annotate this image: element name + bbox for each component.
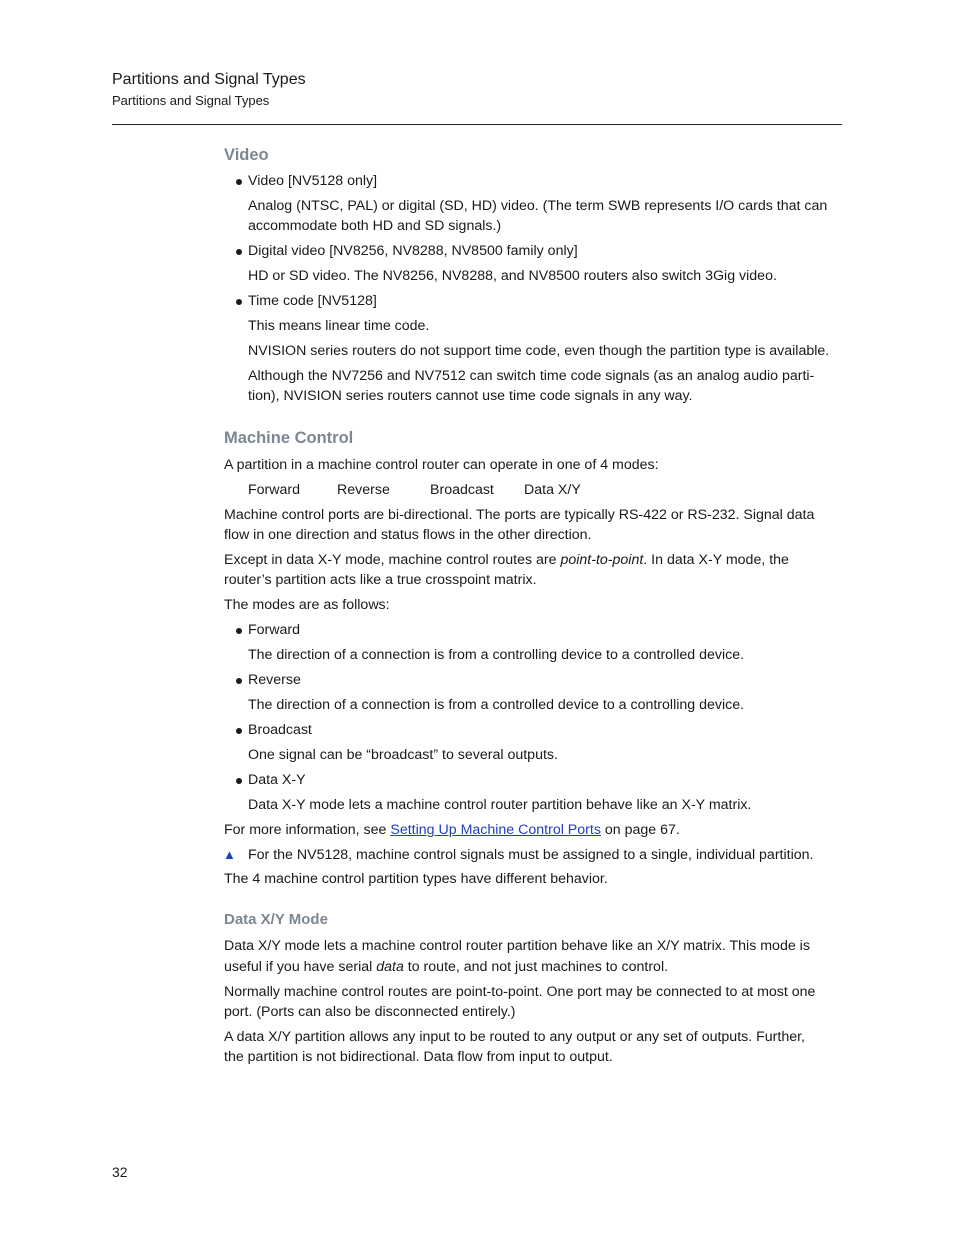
- paragraph: flow in one direction and status flows in the other direction.: [224, 527, 592, 543]
- running-header-title: Partitions and Signal Types: [112, 71, 306, 88]
- paragraph-text: . In data X-Y mode, the: [643, 552, 789, 568]
- paragraph: A data X/Y partition allows any input to be routed to any output or any set of outputs. Further,: [224, 1029, 806, 1045]
- reverse-bullet-label: Reverse: [248, 672, 301, 688]
- paragraph: Data X/Y mode lets a machine control router partition behave like an X/Y matrix. This mode is: [224, 938, 810, 954]
- bullet-icon: [236, 249, 242, 255]
- forward-bullet-text: The direction of a connection is from a controlling device to a controlled device.: [248, 647, 745, 663]
- digital-video-bullet-text: HD or SD video. The NV8256, NV8288, and NV8500 routers also switch 3Gig video.: [248, 268, 777, 284]
- time-code-text: NVISION series routers do not support time code, even though the partition type is available.: [248, 343, 830, 359]
- mode-broadcast: Broadcast: [430, 482, 494, 498]
- machine-control-intro: A partition in a machine control router can operate in one of 4 modes:: [224, 457, 659, 473]
- page-number: 32: [112, 1164, 128, 1180]
- data-xy-bullet-label: Data X-Y: [248, 772, 306, 788]
- mode-reverse: Reverse: [337, 482, 390, 498]
- forward-bullet-label: Forward: [248, 622, 301, 638]
- bullet-icon: [236, 728, 242, 734]
- machine-control-heading: Machine Control: [224, 429, 354, 447]
- bullet-icon: [236, 299, 242, 305]
- time-code-text: tion), NVISION series routers cannot use time code signals in any way.: [248, 388, 693, 404]
- paragraph: the partition is not bidirectional. Data flow from input to output.: [224, 1049, 613, 1065]
- data-xy-mode-heading: Data X/Y Mode: [224, 911, 328, 928]
- video-heading: Video: [224, 146, 269, 164]
- machine-control-ports-link[interactable]: Setting Up Machine Control Ports: [390, 822, 601, 838]
- paragraph: port. (Ports can also be disconnected entirely.): [224, 1004, 516, 1020]
- note-triangle-icon: ▲: [223, 847, 236, 862]
- paragraph-text: For more information, see: [224, 822, 391, 838]
- paragraph: router’s partition acts like a true crosspoint matrix.: [224, 572, 537, 588]
- time-code-text: Although the NV7256 and NV7512 can switch time code signals (as an analog audio parti-: [248, 368, 815, 384]
- time-code-bullet-label: Time code [NV5128]: [248, 293, 377, 309]
- header-divider: [112, 124, 842, 125]
- paragraph: The modes are as follows:: [224, 597, 390, 613]
- mode-forward: Forward: [248, 482, 301, 498]
- paragraph: Machine control ports are bi-directional. The ports are typically RS-422 or RS-232. Signal data: [224, 507, 815, 523]
- note-text: For the NV5128, machine control signals must be assigned to a single, individual partition.: [248, 847, 814, 863]
- video-bullet-text: Analog (NTSC, PAL) or digital (SD, HD) video. (The term SWB represents I/O cards that can: [248, 198, 828, 214]
- time-code-text: This means linear time code.: [248, 318, 430, 334]
- video-bullet-label: Video [NV5128 only]: [248, 173, 378, 189]
- bullet-icon: [236, 179, 242, 185]
- paragraph-text: useful if you have serial: [224, 959, 377, 975]
- paragraph-text: Except in data X-Y mode, machine control routes are: [224, 552, 561, 568]
- emphasis-text: point-to-point: [560, 552, 644, 568]
- bullet-icon: [236, 678, 242, 684]
- paragraph: [224, 957, 668, 977]
- bullet-icon: [236, 778, 242, 784]
- paragraph-text: to route, and not just machines to control.: [403, 959, 669, 975]
- paragraph-text: on page 67.: [600, 822, 680, 838]
- emphasis-text: data: [376, 959, 404, 975]
- broadcast-bullet-text: One signal can be “broadcast” to several outputs.: [248, 747, 558, 763]
- mode-data-xy: Data X/Y: [524, 482, 581, 498]
- video-bullet-text: accommodate both HD and SD signals.): [248, 218, 502, 234]
- paragraph: [224, 550, 789, 570]
- bullet-icon: [236, 628, 242, 634]
- paragraph: The 4 machine control partition types have different behavior.: [224, 871, 608, 887]
- more-info-paragraph: [224, 820, 680, 840]
- reverse-bullet-text: The direction of a connection is from a controlled device to a controlling device.: [248, 697, 745, 713]
- data-xy-bullet-text: Data X-Y mode lets a machine control router partition behave like an X-Y matrix.: [248, 797, 752, 813]
- paragraph: Normally machine control routes are point-to-point. One port may be connected to at most one: [224, 984, 816, 1000]
- broadcast-bullet-label: Broadcast: [248, 722, 312, 738]
- running-header-subtitle: Partitions and Signal Types: [112, 93, 270, 108]
- digital-video-bullet-label: Digital video [NV8256, NV8288, NV8500 family only]: [248, 243, 578, 259]
